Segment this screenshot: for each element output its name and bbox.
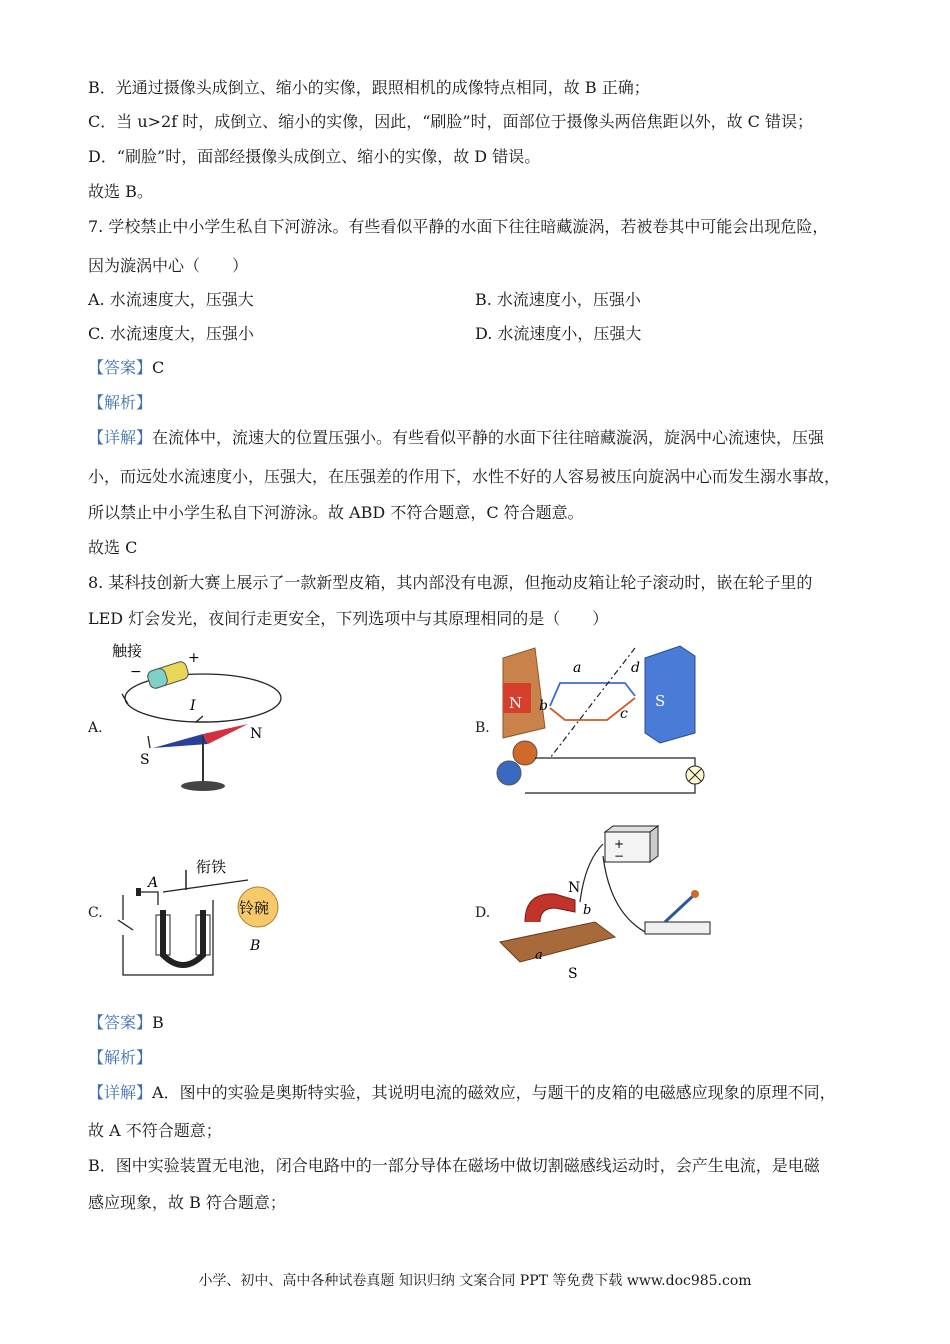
q7-stem-2: 因为漩涡中心（ ） bbox=[88, 256, 249, 275]
figure-c-label: C. bbox=[88, 905, 103, 921]
power-supply-icon bbox=[605, 826, 658, 862]
figure-c-b: B bbox=[250, 938, 261, 954]
lamp-icon bbox=[686, 766, 704, 784]
q8-stem-1: 8. 某科技创新大赛上展示了一款新型皮箱，其内部没有电源，但拖动皮箱让轮子滚动时，嵌在轮子里的 bbox=[88, 573, 813, 592]
figure-d-n: N bbox=[568, 880, 581, 896]
figure-b-a: a bbox=[573, 660, 582, 676]
figure-a-touch-label: 触接 bbox=[112, 642, 143, 660]
figure-a-s: S bbox=[140, 752, 150, 768]
figure-a-plus: + bbox=[188, 650, 200, 666]
magnet-s-pole-icon bbox=[645, 646, 695, 743]
switch-icon bbox=[645, 890, 710, 934]
figure-b-b: b bbox=[539, 698, 548, 714]
q8-detail-2: 故 A 不符合题意； bbox=[88, 1121, 222, 1140]
slip-rings-icon bbox=[497, 741, 537, 785]
q8-answer: 【答案】B bbox=[88, 1013, 164, 1032]
page-footer: 小学、初中、高中各种试卷真题 知识归纳 文案合同 PPT 等免费下载 www.doc985.com bbox=[198, 1273, 752, 1289]
compass-needle-icon bbox=[153, 724, 248, 791]
q8-detail-3: B．图中实验装置无电池，闭合电路中的一部分导体在磁场中做切割磁感线运动时，会产生电流，是电磁 bbox=[88, 1156, 820, 1175]
u-magnet-icon bbox=[525, 894, 575, 922]
figure-a-oersted bbox=[108, 636, 308, 796]
q7-detail-3: 所以禁止中小学生私自下河游泳。故 ABD 不符合题意，C 符合题意。 bbox=[88, 503, 584, 522]
electromagnet-icon bbox=[156, 910, 210, 965]
figure-b-s: S bbox=[655, 692, 666, 710]
q7-detail-2: 小，而远处水流速度小，压强大，在压强差的作用下，水性不好的人容易被压向旋涡中心而发生溺水事故， bbox=[88, 467, 841, 486]
q7-conclusion: 故选 C bbox=[88, 538, 138, 557]
figure-b-label: B. bbox=[475, 720, 490, 736]
figure-b-generator bbox=[495, 638, 725, 798]
figure-d-label: D. bbox=[475, 905, 491, 921]
figure-a-minus: − bbox=[130, 664, 142, 680]
q7-option-a: A. 水流速度大，压强大 bbox=[88, 290, 254, 309]
top-line-4: 故选 B。 bbox=[88, 182, 153, 201]
magnet-n-pole-icon bbox=[503, 648, 545, 738]
q8-stem-2: LED 灯会发光，夜间行走更安全，下列选项中与其原理相同的是（ ） bbox=[88, 609, 609, 628]
figure-d-a: a bbox=[535, 948, 543, 963]
figure-c-armature-label: 衔铁 bbox=[196, 858, 227, 876]
figure-d-s: S bbox=[568, 966, 578, 982]
figure-a-n: N bbox=[250, 726, 263, 742]
q7-stem-1: 7. 学校禁止中小学生私自下河游泳。有些看似平静的水面下往往暗藏漩涡，若被卷其中可能会出现危险， bbox=[88, 217, 829, 236]
figure-b-n: N bbox=[509, 694, 523, 712]
q8-analysis-tag: 【解析】 bbox=[88, 1048, 153, 1067]
figure-d-minus: − bbox=[614, 849, 625, 863]
figure-d-plus: + bbox=[614, 837, 625, 851]
q7-option-c: C. 水流速度大，压强小 bbox=[88, 324, 254, 343]
top-line-3: D．“刷脸”时，面部经摄像头成倒立、缩小的实像，故 D 错误。 bbox=[88, 147, 541, 166]
figure-d-b: b bbox=[583, 903, 592, 918]
figure-c-a: A bbox=[148, 875, 159, 891]
rails-base-icon bbox=[500, 922, 615, 962]
q7-option-d: D. 水流速度小，压强大 bbox=[475, 324, 642, 343]
q8-detail-1: 【详解】A．图中的实验是奥斯特实验，其说明电流的磁效应，与题干的皮箱的电磁感应现象的原理不同， bbox=[88, 1083, 836, 1102]
battery-icon bbox=[146, 660, 190, 689]
q7-analysis-tag: 【解析】 bbox=[88, 393, 153, 412]
figure-a-current: I bbox=[190, 698, 196, 714]
q7-option-b: B. 水流速度小，压强小 bbox=[475, 290, 641, 309]
q7-detail-1: 【详解】在流体中，流速大的位置压强小。有些看似平静的水面下往往暗藏漩涡，旋涡中心流速快，压强 bbox=[88, 428, 825, 447]
q7-answer: 【答案】C bbox=[88, 358, 165, 377]
q8-detail-4: 感应现象，故 B 符合题意； bbox=[88, 1193, 286, 1212]
top-line-2: C．当 u>2f 时，成倒立、缩小的实像，因此，“刷脸”时，面部位于摄像头两倍焦距以外，故 C 错误； bbox=[88, 112, 814, 131]
figure-c-electric-bell bbox=[108, 850, 298, 985]
figure-a-label: A. bbox=[88, 720, 103, 736]
figure-d-motor-experiment bbox=[495, 822, 725, 982]
top-line-1: B．光通过摄像头成倒立、缩小的实像，跟照相机的成像特点相同，故 B 正确； bbox=[88, 78, 650, 97]
figure-b-c: c bbox=[620, 706, 628, 722]
figure-c-bell-label: 铃碗 bbox=[239, 899, 270, 917]
figure-b-d: d bbox=[631, 660, 640, 676]
